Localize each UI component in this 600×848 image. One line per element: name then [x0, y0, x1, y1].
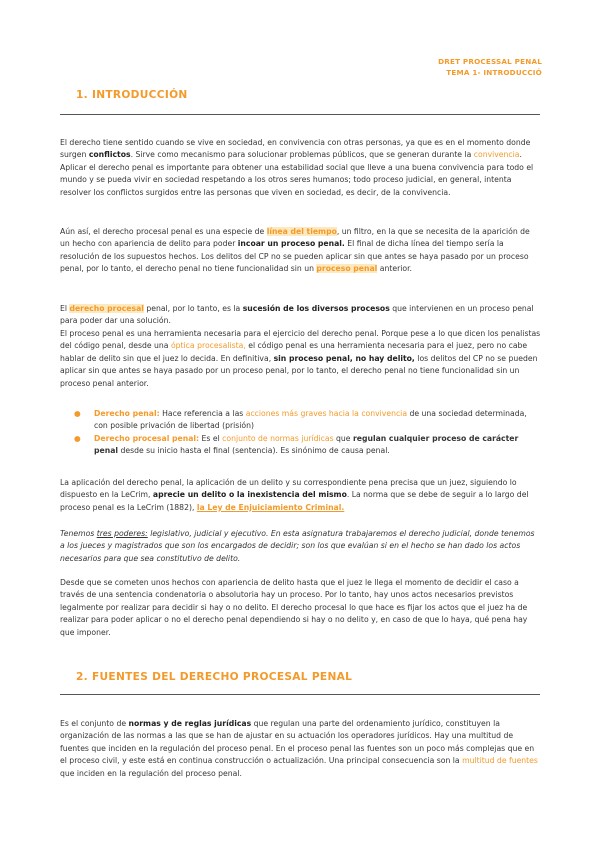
paragraph-4: El proceso penal es una herramienta necesaria para el ejercicio del derecho penal. Porque pese a lo que dicen los penalistas del código penal, desde una óptica procesalista, el código penal es una herramienta necesaria para el juez, pero no cabe hablar de delito sin que el juez lo decida. En definitiva, sin proceso penal, no hay delito, los delitos del CP no se pueden aplicar sin que antes se haya pasado por un proceso penal, por lo tanto, el derecho penal no tiene funcionalidad sin un proceso penal anterior. [60, 329, 541, 388]
paragraph-5: La aplicación del derecho penal, la aplicación de un delito y su correspondiente pena precisa que un juez, siguiendo lo dispuesto en la LeCrim, aprecie un delito o la inexistencia del mismo. La norma que se debe de seguir a lo largo del proceso penal es la LeCrim (1882), la Ley de Enjuiciamiento Criminal. [60, 478, 529, 512]
section-title-fuentes: 2. FUENTES DEL DERECHO PROCESAL PENAL [76, 671, 353, 683]
list-item: ● Derecho procesal penal: Es el conjunto de normas jurídicas que regulan cualquier proceso de carácter penal desde su inicio hasta el final (sentencia). Es sinónimo de causa penal. [74, 433, 519, 456]
header-course: DRET PROCESSAL PENAL [438, 57, 542, 66]
section-divider [60, 114, 540, 115]
definition-list [60, 408, 541, 458]
paragraph-3: El derecho procesal penal, por lo tanto, es la sucesión de los diversos procesos que intervienen en un proceso penal para poder dar una solución. [60, 304, 534, 326]
list-item: ● Derecho penal: Hace referencia a las acciones más graves hacia la convivencia de una sociedad determinada, con posible privación de libertad (prisión) [74, 409, 527, 431]
header-topic: TEMA 1- INTRODUCCIÓ [446, 68, 542, 77]
section-divider [60, 694, 540, 695]
bullet-icon: ● [74, 409, 81, 418]
paragraph-2: Aún así, el derecho procesal penal es una especie de línea del tiempo, un filtro, en la que se necesita de la aparición de un hecho con apariencia de delito para poder incoar un proceso penal. El final de dicha línea del tiempo sería la resolución de los supuestos hechos. Los delitos del CP no se pueden aplicar sin que antes se haya pasado por un proceso penal, por lo tanto, el derecho penal no tiene funcionalidad sin un proceso penal anterior. [60, 227, 530, 274]
running-header [438, 56, 542, 78]
paragraph-6: Tenemos tres poderes: legislativo, judicial y ejecutivo. En esta asignatura trabajaremos el derecho judicial, donde tenemos a los jueces y magistrados que son los encargados de decidir; son los que evalúan si en el hecho se han dado los actos necesarios para que sea constitutivo de delito. [60, 529, 535, 563]
paragraph-7: Desde que se cometen unos hechos con apariencia de delito hasta que el juez le llega el momento de decidir el caso a través de una sentencia condenatoria o absolutoria hay un proceso. Por lo tanto, hay unos actos necesarios previstos legalmente por realizar para decidir si hay o no delito. El derecho procesal lo que hace es fijar los actos que el juez ha de realizar para poder aplicar o no el derecho penal dependiendo si hay o no delito y, en caso de que lo haya, qué pena hay que imponer. [60, 578, 528, 637]
section-title-introduccion: 1. INTRODUCCIÓN [76, 89, 188, 101]
paragraph-1: El derecho tiene sentido cuando se vive en sociedad, en convivencia con otras personas, ya que es en el momento donde surgen conflictos. Sirve como mecanismo para solucionar problemas públicos, que se generan durante la convivencia. Aplicar el derecho penal es importante para obtener una estabilidad social que lleve a una buena convivencia para todo el mundo y se pueda vivir en sociedad respetando a los otros seres humanos; todo proceso judicial, en general, intenta resolver los conflictos surgidos entre las personas que viven en sociedad, es decir, de la convivencia. [60, 138, 534, 197]
paragraph-8: Es el conjunto de normas y de reglas jurídicas que regulan una parte del ordenamiento jurídico, constituyen la organización de las normas a las que se han de ajustar en su actuación los operadores jurídicos. Hay una multitud de fuentes que inciden en la regulación del proceso penal. En el proceso penal las fuentes son un poco más complejas que en el proceso civil, y este está en continua construcción o actualización. Una principal consecuencia son la multitud de fuentes que inciden en la regulación del proceso penal. [60, 719, 538, 778]
bullet-icon: ● [74, 433, 81, 443]
